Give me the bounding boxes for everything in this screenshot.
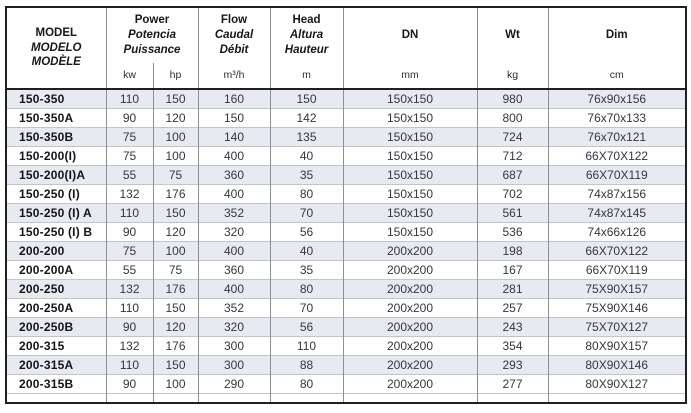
- cell-flow: 290: [198, 374, 270, 393]
- cell-head: 56: [270, 317, 343, 336]
- cell-power-hp: 120: [153, 222, 198, 241]
- cell-flow: 320: [198, 222, 270, 241]
- cell-head: 110: [270, 336, 343, 355]
- model-label-en: MODEL: [35, 26, 78, 39]
- head-label-en: Head: [292, 14, 321, 27]
- cell-head: 40: [270, 241, 343, 260]
- cell-dn: 200x200: [343, 260, 477, 279]
- head-label-es: Altura: [289, 29, 324, 42]
- table-row: [6, 374, 686, 393]
- cell-wt: 712: [477, 146, 548, 165]
- cell-head: [270, 393, 343, 403]
- cell-wt: 257: [477, 298, 548, 317]
- cell-wt: 536: [477, 222, 548, 241]
- cell-dn: 150x150: [343, 108, 477, 127]
- unit-wt: kg: [477, 63, 548, 89]
- cell-dn: [343, 393, 477, 403]
- cell-power-kw: 110: [106, 298, 153, 317]
- table-row: [6, 127, 686, 146]
- cell-power-kw: 110: [106, 203, 153, 222]
- table-row: [6, 241, 686, 260]
- cell-flow: 352: [198, 203, 270, 222]
- cell-dim: 80X90X146: [548, 355, 686, 374]
- cell-wt: 724: [477, 127, 548, 146]
- head-label-fr: Hauteur: [284, 43, 329, 56]
- cell-power-hp: 150: [153, 203, 198, 222]
- cell-wt: 198: [477, 241, 548, 260]
- cell-wt: 167: [477, 260, 548, 279]
- cell-head: 70: [270, 298, 343, 317]
- cell-dn: 200x200: [343, 279, 477, 298]
- cell-dim: 76x70x121: [548, 127, 686, 146]
- cell-dn: 150x150: [343, 222, 477, 241]
- cell-head: 80: [270, 374, 343, 393]
- cell-head: 80: [270, 184, 343, 203]
- cell-head: 40: [270, 146, 343, 165]
- header-cell-dim: Dim: [548, 7, 686, 63]
- table-row-partial: [6, 393, 686, 403]
- cell-dim: 66X70X122: [548, 146, 686, 165]
- cell-model: 200-315: [6, 336, 106, 355]
- cell-head: 150: [270, 89, 343, 108]
- header-cell-model: [6, 7, 106, 89]
- cell-model: 200-250B: [6, 317, 106, 336]
- cell-dim: 74x87x145: [548, 203, 686, 222]
- cell-power-kw: 55: [106, 165, 153, 184]
- flow-label-es: Caudal: [214, 29, 254, 42]
- cell-flow: 160: [198, 89, 270, 108]
- cell-model: 200-315A: [6, 355, 106, 374]
- table-row: [6, 355, 686, 374]
- table-row: [6, 146, 686, 165]
- cell-model: 150-350B: [6, 127, 106, 146]
- cell-flow: 320: [198, 317, 270, 336]
- cell-power-hp: 75: [153, 260, 198, 279]
- cell-wt: [477, 393, 548, 403]
- cell-power-hp: 150: [153, 89, 198, 108]
- unit-hp: hp: [153, 63, 198, 89]
- cell-power-hp: 150: [153, 355, 198, 374]
- pump-spec-table: [5, 6, 687, 404]
- cell-power-kw: 90: [106, 108, 153, 127]
- cell-flow: 400: [198, 241, 270, 260]
- cell-power-kw: 75: [106, 241, 153, 260]
- cell-dim: 75X90X157: [548, 279, 686, 298]
- cell-head: 88: [270, 355, 343, 374]
- header-names-row: [6, 7, 686, 63]
- header-cell-wt: Wt: [477, 7, 548, 63]
- cell-flow: 300: [198, 355, 270, 374]
- table-row: [6, 108, 686, 127]
- spec-table-wrap: [5, 6, 686, 404]
- cell-power-hp: 150: [153, 298, 198, 317]
- cell-dim: 75X90X146: [548, 298, 686, 317]
- model-label-es: MODELO: [31, 41, 82, 54]
- cell-dim: 66X70X119: [548, 165, 686, 184]
- cell-dn: 150x150: [343, 165, 477, 184]
- cell-power-kw: 132: [106, 184, 153, 203]
- cell-head: 142: [270, 108, 343, 127]
- header-cell-head: [270, 7, 343, 63]
- cell-head: 35: [270, 260, 343, 279]
- unit-flow: m³/h: [198, 63, 270, 89]
- cell-wt: 561: [477, 203, 548, 222]
- cell-dn: 200x200: [343, 241, 477, 260]
- cell-dn: 150x150: [343, 203, 477, 222]
- cell-power-hp: 100: [153, 146, 198, 165]
- cell-power-kw: 55: [106, 260, 153, 279]
- cell-model: 150-250 (I): [6, 184, 106, 203]
- cell-wt: 277: [477, 374, 548, 393]
- table-row: [6, 317, 686, 336]
- flow-label-en: Flow: [220, 14, 248, 27]
- cell-dn: 150x150: [343, 127, 477, 146]
- cell-wt: 800: [477, 108, 548, 127]
- cell-wt: 293: [477, 355, 548, 374]
- unit-kw: kw: [106, 63, 153, 89]
- cell-dim: 80X90X157: [548, 336, 686, 355]
- cell-power-hp: 100: [153, 127, 198, 146]
- cell-dim: 66X70X122: [548, 241, 686, 260]
- model-label-fr: MODÈLE: [31, 56, 81, 69]
- cell-power-hp: 100: [153, 241, 198, 260]
- cell-flow: 360: [198, 165, 270, 184]
- cell-power-kw: 132: [106, 279, 153, 298]
- table-header: [6, 7, 686, 89]
- cell-model: 200-250: [6, 279, 106, 298]
- cell-dim: 66X70X119: [548, 260, 686, 279]
- power-label-fr: Puissance: [123, 43, 181, 56]
- cell-power-kw: 90: [106, 374, 153, 393]
- cell-model: 200-200A: [6, 260, 106, 279]
- table-row: [6, 89, 686, 108]
- table-body: [6, 89, 686, 403]
- cell-dim: 80X90X127: [548, 374, 686, 393]
- cell-flow: 400: [198, 146, 270, 165]
- cell-model: 150-350A: [6, 108, 106, 127]
- cell-model: 200-315B: [6, 374, 106, 393]
- cell-model: 150-250 (I) A: [6, 203, 106, 222]
- cell-model: 150-200(I): [6, 146, 106, 165]
- cell-wt: 702: [477, 184, 548, 203]
- cell-power-hp: 176: [153, 336, 198, 355]
- cell-flow: 360: [198, 260, 270, 279]
- cell-power-hp: 100: [153, 374, 198, 393]
- cell-power-kw: 90: [106, 222, 153, 241]
- cell-head: 135: [270, 127, 343, 146]
- cell-flow: [198, 393, 270, 403]
- cell-head: 70: [270, 203, 343, 222]
- cell-dim: [548, 393, 686, 403]
- cell-wt: 687: [477, 165, 548, 184]
- table-row: [6, 165, 686, 184]
- cell-dim: 75X70X127: [548, 317, 686, 336]
- cell-flow: 140: [198, 127, 270, 146]
- unit-dn: mm: [343, 63, 477, 89]
- cell-model: 150-250 (I) B: [6, 222, 106, 241]
- table-row: [6, 260, 686, 279]
- cell-wt: 243: [477, 317, 548, 336]
- table-row: [6, 203, 686, 222]
- header-cell-dn: DN: [343, 7, 477, 63]
- cell-power-kw: 132: [106, 336, 153, 355]
- cell-head: 35: [270, 165, 343, 184]
- cell-dn: 200x200: [343, 317, 477, 336]
- power-label-en: Power: [134, 14, 170, 27]
- cell-model: 200-250A: [6, 298, 106, 317]
- power-label-es: Potencia: [128, 29, 176, 42]
- cell-power-kw: 110: [106, 89, 153, 108]
- cell-power-kw: 110: [106, 355, 153, 374]
- flow-label-fr: Débit: [219, 43, 249, 56]
- table-row: [6, 298, 686, 317]
- table-row: [6, 184, 686, 203]
- cell-head: 80: [270, 279, 343, 298]
- cell-wt: 980: [477, 89, 548, 108]
- cell-dim: 74x66x126: [548, 222, 686, 241]
- cell-flow: 352: [198, 298, 270, 317]
- cell-model: 150-350: [6, 89, 106, 108]
- cell-power-hp: 176: [153, 184, 198, 203]
- cell-power-hp: 176: [153, 279, 198, 298]
- cell-power-kw: 90: [106, 317, 153, 336]
- cell-dim: 74x87x156: [548, 184, 686, 203]
- header-cell-power: [106, 7, 198, 63]
- cell-head: 56: [270, 222, 343, 241]
- cell-power-hp: 75: [153, 165, 198, 184]
- cell-dn: 150x150: [343, 146, 477, 165]
- table-row: [6, 336, 686, 355]
- cell-dn: 200x200: [343, 298, 477, 317]
- cell-dim: 76x90x156: [548, 89, 686, 108]
- header-units-row: [6, 63, 686, 89]
- unit-dim: cm: [548, 63, 686, 89]
- cell-power-hp: 120: [153, 108, 198, 127]
- cell-dn: 200x200: [343, 355, 477, 374]
- cell-dim: 76x70x133: [548, 108, 686, 127]
- cell-power-hp: 120: [153, 317, 198, 336]
- cell-flow: 400: [198, 279, 270, 298]
- cell-power-kw: 75: [106, 127, 153, 146]
- cell-model: [6, 393, 106, 403]
- cell-flow: 400: [198, 184, 270, 203]
- cell-power-kw: [106, 393, 153, 403]
- cell-power-kw: 75: [106, 146, 153, 165]
- cell-model: 200-200: [6, 241, 106, 260]
- cell-dn: 150x150: [343, 89, 477, 108]
- cell-power-hp: [153, 393, 198, 403]
- header-cell-flow: [198, 7, 270, 63]
- cell-dn: 200x200: [343, 336, 477, 355]
- unit-head: m: [270, 63, 343, 89]
- cell-dn: 150x150: [343, 184, 477, 203]
- cell-flow: 150: [198, 108, 270, 127]
- cell-dn: 200x200: [343, 374, 477, 393]
- table-row: [6, 279, 686, 298]
- table-row: [6, 222, 686, 241]
- cell-wt: 354: [477, 336, 548, 355]
- cell-flow: 300: [198, 336, 270, 355]
- cell-wt: 281: [477, 279, 548, 298]
- cell-model: 150-200(I)A: [6, 165, 106, 184]
